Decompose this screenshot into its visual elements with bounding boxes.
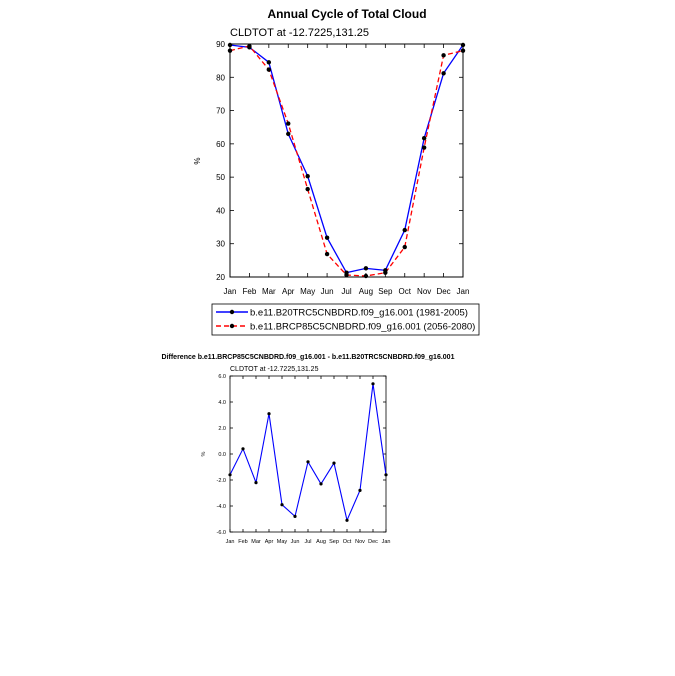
data-point-series-1 <box>267 60 271 64</box>
data-point-series-1 <box>364 266 368 270</box>
y-tick-label: 80 <box>216 73 225 83</box>
data-point-series-1 <box>325 236 329 240</box>
data-point-series-1 <box>441 71 445 75</box>
y-tick-label: 60 <box>216 139 225 149</box>
x-tick-label: Jan <box>456 287 470 296</box>
data-point-series-1 <box>345 519 348 522</box>
series-group <box>228 43 465 278</box>
x-tick-label: Nov <box>417 287 432 296</box>
x-tick-label: Apr <box>282 287 295 296</box>
annual-cycle-chart <box>193 7 479 335</box>
data-point-series-2 <box>383 270 387 274</box>
y-tick-label: 30 <box>216 239 225 249</box>
data-point-series-1 <box>306 460 309 463</box>
x-tick-label: Jul <box>341 287 352 296</box>
x-tick-label: Jan <box>223 287 237 296</box>
x-tick-label: Feb <box>242 287 257 296</box>
data-point-series-1 <box>305 174 309 178</box>
data-point-series-2 <box>305 187 309 191</box>
data-point-series-2 <box>441 53 445 57</box>
x-tick-label: Oct <box>342 539 352 545</box>
data-point-series-2 <box>325 252 329 256</box>
data-point-series-1 <box>286 132 290 136</box>
data-point-series-2 <box>364 274 368 278</box>
y-tick-label: 40 <box>216 206 225 216</box>
x-tick-label: Nov <box>355 539 365 545</box>
data-point-series-1 <box>280 503 283 506</box>
x-tick-label: Jan <box>225 539 235 545</box>
data-point-series-1 <box>228 43 232 47</box>
x-tick-label: Jul <box>304 539 312 545</box>
legend-label-series-1: b.e11.B20TRC5CNBDRD.f09_g16.001 (1981-2005) <box>250 307 468 319</box>
difference-plot-frame <box>230 376 386 532</box>
x-tick-label: Aug <box>316 539 326 545</box>
data-point-series-2 <box>422 145 426 149</box>
data-point-series-1 <box>293 515 296 518</box>
x-tick-label: Dec <box>436 287 451 296</box>
data-point-series-1 <box>403 228 407 232</box>
data-point-series-2 <box>228 48 232 52</box>
x-tick-label: Jan <box>381 539 391 545</box>
x-tick-label: May <box>300 287 316 296</box>
chart-subtitle: CLDTOT at -12.7225,131.25 <box>230 27 370 39</box>
legend <box>212 304 479 335</box>
difference-subtitle: CLDTOT at -12.7225,131.25 <box>230 366 319 373</box>
difference-title: Difference b.e11.BRCP85C5CNBDRD.f09_g16.001 - b.e11.B20TRC5CNBDRD.f09_g16.001 <box>161 354 455 361</box>
plot-frame <box>230 44 463 277</box>
data-point-series-1 <box>384 473 387 476</box>
series-line-2 <box>230 46 463 276</box>
x-tick-label: Dec <box>368 539 378 545</box>
x-tick-label: Sep <box>329 539 339 545</box>
data-point-series-1 <box>228 473 231 476</box>
chart-title: Annual Cycle of Total Cloud <box>267 7 427 21</box>
series-line-1 <box>230 45 463 273</box>
legend-label-series-2: b.e11.BRCP85C5CNBDRD.f09_g16.001 (2056-2080) <box>250 321 476 333</box>
y-tick-label: 4.0 <box>218 400 226 406</box>
y-tick-label: -4.0 <box>216 504 226 510</box>
y-tick-label: 0.0 <box>218 452 226 458</box>
difference-y-tick-group <box>217 374 386 536</box>
data-point-series-2 <box>461 48 465 52</box>
x-tick-label: Jun <box>290 539 300 545</box>
difference-series-group <box>228 382 387 522</box>
y-tick-label: 6.0 <box>218 374 226 380</box>
data-point-series-2 <box>286 121 290 125</box>
x-tick-label: Aug <box>358 287 374 296</box>
y-tick-label: -2.0 <box>216 478 226 484</box>
data-point-series-2 <box>403 245 407 249</box>
data-point-series-1 <box>254 481 257 484</box>
y-axis-label: % <box>193 157 202 165</box>
data-point-series-1 <box>332 462 335 465</box>
x-tick-label: Oct <box>398 287 411 296</box>
y-tick-label: 70 <box>216 106 225 116</box>
x-tick-group <box>224 44 470 296</box>
data-point-series-2 <box>247 44 251 48</box>
y-tick-label: 50 <box>216 173 225 183</box>
difference-chart <box>162 354 455 545</box>
y-tick-group <box>216 40 463 282</box>
data-point-series-1 <box>422 136 426 140</box>
legend-marker-series-2 <box>230 324 234 328</box>
x-tick-label: Mar <box>251 539 261 545</box>
data-point-series-1 <box>267 412 270 415</box>
y-tick-label: 2.0 <box>218 426 226 432</box>
difference-y-axis-label: % <box>201 451 207 457</box>
series-line-1 <box>230 384 386 521</box>
data-point-series-2 <box>267 67 271 71</box>
data-point-series-1 <box>358 489 361 492</box>
x-tick-label: Mar <box>261 287 276 296</box>
y-tick-label: 20 <box>216 273 225 282</box>
y-tick-label: 90 <box>216 40 225 49</box>
x-tick-label: Apr <box>264 539 274 545</box>
legend-marker-series-1 <box>230 310 234 314</box>
x-tick-label: Sep <box>378 287 393 296</box>
data-point-series-1 <box>241 447 244 450</box>
y-tick-label: -6.0 <box>216 530 226 536</box>
data-point-series-1 <box>371 382 374 385</box>
x-tick-label: May <box>276 539 288 545</box>
data-point-series-2 <box>344 273 348 277</box>
data-point-series-1 <box>461 43 465 47</box>
x-tick-label: Jun <box>320 287 334 296</box>
data-point-series-1 <box>319 482 322 485</box>
x-tick-label: Feb <box>238 539 248 545</box>
